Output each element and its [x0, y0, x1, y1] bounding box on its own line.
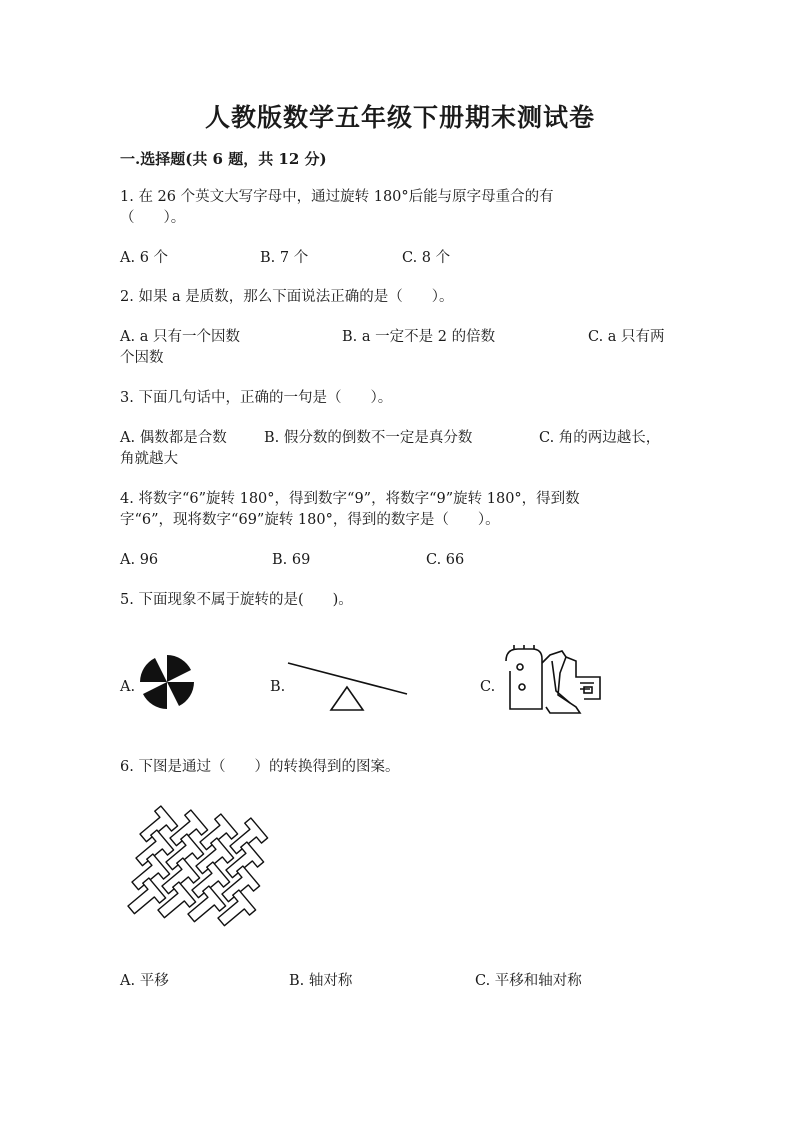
- page-title: 人教版数学五年级下册期末测试卷: [204, 103, 595, 132]
- question-3-text: 3. 下面几句话中，正确的一句是（ ）。: [120, 390, 393, 406]
- question-2-option-b: B. a 一定不是 2 的倍数: [342, 329, 496, 345]
- section-heading: 一.选择题(共 6 题，共 12 分): [120, 150, 327, 168]
- question-6-text: 6. 下图是通过（ ）的转换得到的图案。: [120, 759, 400, 775]
- question-6-option-c: C. 平移和轴对称: [475, 973, 582, 989]
- question-2-option-a: A. a 只有一个因数: [120, 329, 240, 345]
- question-5-option-b: B.: [270, 679, 286, 695]
- question-4-option-c: C. 66: [426, 552, 465, 568]
- question-3-option-c: C. 角的两边越长，: [539, 430, 661, 446]
- question-1-option-a: A. 6 个: [120, 250, 169, 266]
- question-5-text: 5. 下面现象不属于旋转的是( )。: [120, 592, 353, 608]
- question-4-text: 4. 将数字“6”旋转 180°，得到数字“9”，将数字“9”旋转 180°，得到数: [120, 491, 580, 507]
- question-6-option-a: A. 平移: [120, 973, 169, 989]
- question-1-option-c: C. 8 个: [402, 250, 451, 266]
- question-4-text-cont: 字“6”，现将数字“69”旋转 180°，得到的数字是（ ）。: [120, 512, 500, 528]
- question-4-option-a: A. 96: [120, 552, 159, 568]
- question-2-text: 2. 如果 a 是质数，那么下面说法正确的是（ ）。: [120, 289, 454, 305]
- question-1-text: 1. 在 26 个英文大写字母中，通过旋转 180°后能与原字母重合的有: [120, 189, 554, 205]
- question-3-option-c-wrap: 角就越大: [120, 451, 178, 467]
- question-4-option-b: B. 69: [272, 552, 311, 568]
- pattern-tile: [123, 878, 166, 920]
- seesaw-image: [285, 660, 410, 714]
- question-2-option-c: C. a 只有两: [588, 329, 665, 345]
- question-5-option-c: C.: [480, 679, 496, 695]
- question-3-option-b: B. 假分数的倒数不一定是真分数: [264, 430, 473, 446]
- question-2-option-c-wrap: 个因数: [120, 350, 164, 366]
- question-1-option-b: B. 7 个: [260, 250, 309, 266]
- pinwheel-image: [138, 653, 196, 711]
- tiling-pattern-image: [122, 812, 272, 932]
- question-5-option-a: A.: [120, 679, 136, 695]
- slide-image: [500, 643, 605, 715]
- question-3-option-a: A. 偶数都是合数: [120, 430, 227, 446]
- question-1-text-cont: （ ）。: [120, 210, 186, 226]
- question-6-option-b: B. 轴对称: [289, 973, 353, 989]
